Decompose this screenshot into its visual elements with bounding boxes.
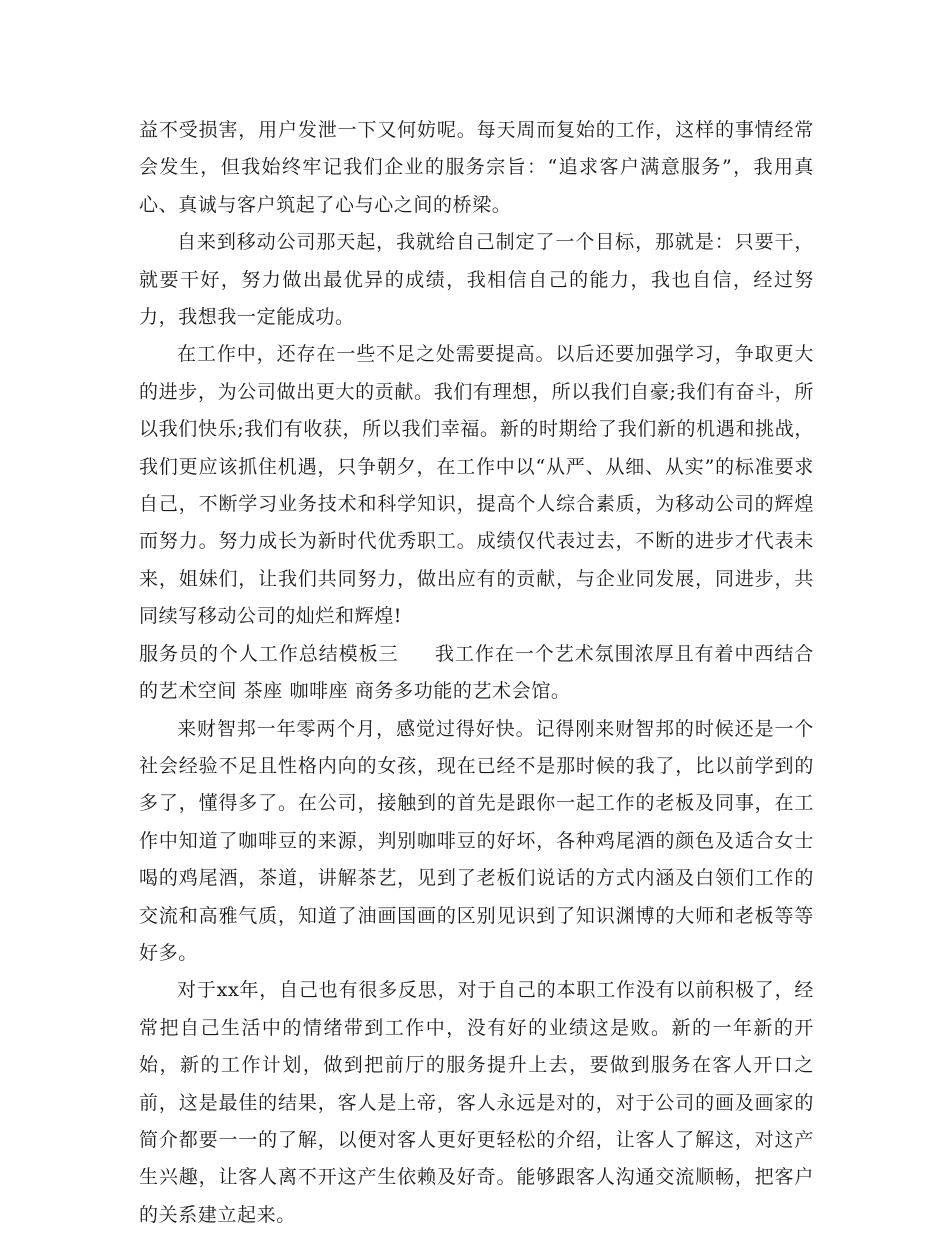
- paragraph-experience: 来财智邦一年零两个月，感觉过得好快。记得刚来财智邦的时候还是一个社会经验不足且性格内向的女孩，现在已经不是那时候的我了，比以前学到的多了，懂得多了。在公司，接触到的首先是跟你一起工作的老板及同事，在工作中知道了咖啡豆的来源，判别咖啡豆的好坏，各种鸡尾酒的颜色及适合女士喝的鸡尾酒，茶道，讲解茶艺，见到了老板们说话的方式内涵及白领们工作的交流和高雅气质，知道了油画国画的区别见识到了知识渊博的大师和老板等等好多。: [139, 717, 814, 964]
- section-heading-line: [139, 636, 814, 711]
- document-body: [139, 112, 814, 1234]
- paragraph-improvement: 在工作中，还存在一些不足之处需要提高。以后还要加强学习，争取更大的进步，为公司做出更大的贡献。我们有理想，所以我们自豪;我们有奋斗，所以我们快乐;我们有收获，所以我们幸福。新的时期给了我们新的机遇和挑战，我们更应该抓住机遇，只争朝夕，在工作中以“从严、从细、从实”的标准要求自己，不断学习业务技术和科学知识，提高个人综合素质，为移动公司的辉煌而努力。努力成长为新时代优秀职工。成绩仅代表过去，不断的进步才代表未来，姐妹们，让我们共同努力，做出应有的贡献，与企业同发展，同进步，共同续写移动公司的灿烂和辉煌!: [139, 343, 814, 628]
- section-intro: 我工作在一个艺术氛围浓厚且有着中西结合的艺术空间 茶座 咖啡座 商务多功能的艺术会馆。: [139, 642, 814, 703]
- section-heading: 服务员的个人工作总结模板三: [139, 642, 399, 665]
- paragraph-continuation: 益不受损害，用户发泄一下又何妨呢。每天周而复始的工作，这样的事情经常会发生，但我始终牢记我们企业的服务宗旨：“追求客户满意服务”，我用真心、真诚与客户筑起了心与心之间的桥梁。: [139, 119, 814, 216]
- paragraph-reflection: 对于xx年，自己也有很多反思，对于自己的本职工作没有以前积极了，经常把自己生活中的情绪带到工作中，没有好的业绩这是败。新的一年新的开始，新的工作计划，做到把前厅的服务提升上去，要做到服务在客人开口之前，这是最佳的结果，客人是上帝，客人永远是对的，对于公司的画及画家的简介都要一一的了解，以便对客人更好更轻松的介绍，让客人了解这，对这产生兴趣，让客人离不开这产生依赖及好奇。能够跟客人沟通交流顺畅，把客户的关系建立起来。: [139, 979, 814, 1226]
- paragraph-goal: 自来到移动公司那天起，我就给自己制定了一个目标，那就是：只要干，就要干好，努力做出最优异的成绩，我相信自己的能力，我也自信，经过努力，我想我一定能成功。: [139, 231, 814, 329]
